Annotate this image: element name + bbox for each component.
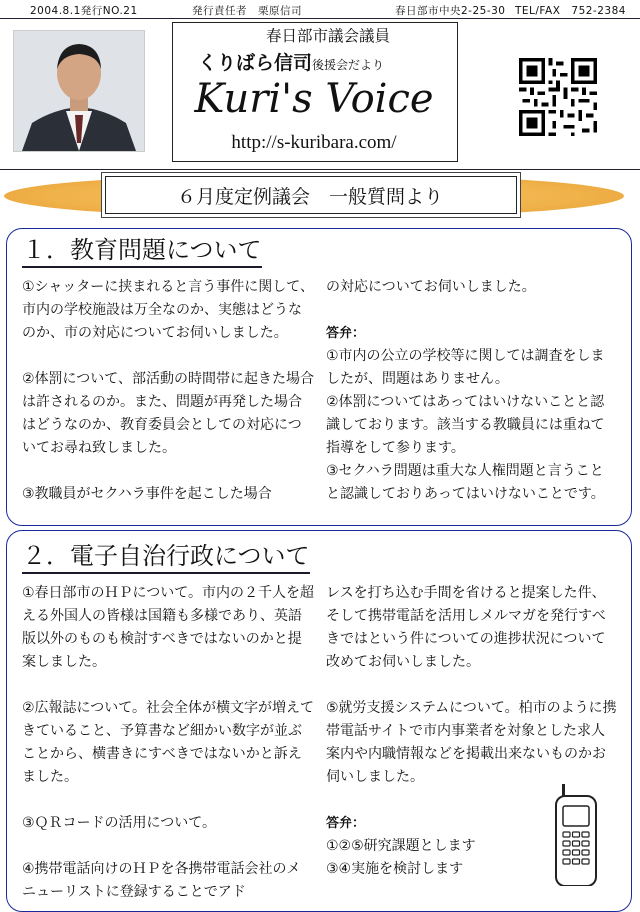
mobile-phone-icon [553, 784, 599, 886]
answer-item: ②体罰についてはあってはいけないことと認識しております。該当する教職員には重ねて指導をして参ります。 [326, 394, 605, 456]
section-title-e-government: ２．電子自治行政について [22, 536, 310, 574]
paragraph: ②広報誌について。社会全体が横文字が増えてきていること、予算書など細かい数字が並ぶことから、横書きにすべきではないかと訴えました。 [22, 700, 314, 785]
answer-label: 答弁： [326, 816, 366, 831]
section-education-left-column [22, 276, 314, 506]
issue-number: 2004.8.1発行NO.21 [30, 5, 138, 17]
member-name-text: くりばら信司 [198, 52, 313, 74]
section-e-government-left-column [22, 582, 314, 904]
publisher: 発行責任者 栗原信司 [192, 5, 302, 17]
newsletter-title: Kuri's Voice [194, 76, 434, 122]
answer-item: ①市内の公立の学校等に関しては調査をしましたが、問題はありません。 [326, 348, 605, 387]
member-name [198, 48, 384, 75]
paragraph: ①シャッターに挟まれると言う事件に関して、市内の学校施設は万全なのか、実態はどうなのか、市の対応についてお伺いしました。 [22, 279, 314, 341]
answer-label: 答弁： [326, 326, 366, 341]
paragraph: ①春日部市のＨＰについて。市内の２千人を超える外国人の皆様は国籍も多様であり、英語版以外のものも検討すべきではないのかと提案しました。 [22, 585, 314, 670]
qr-code-icon [519, 58, 597, 136]
paragraph: ⑤就労支援システムについて。柏市のように携帯電話サイトで市内事業者を対象とした求人案内や内職情報などを掲載出来ないものかお伺いしました。 [326, 700, 617, 785]
address: 春日部市中央2-25-30 [395, 5, 506, 17]
banner-title: ６月度定例議会 一般質問より [176, 186, 443, 208]
answer-item: ③セクハラ問題は重大な人権問題と言うことと認識しておりあってはいけないことです。 [326, 463, 605, 502]
newsletter-label: 後援会だより [312, 58, 385, 72]
website-url[interactable]: http://s-kuribara.com/ [231, 132, 397, 153]
answer-item: ③④実施を検討します [326, 861, 464, 877]
assembly-member-label: 春日部市議会議員 [265, 27, 390, 45]
issue-line [0, 0, 640, 18]
paragraph: ③教職員がセクハラ事件を起こした場合 [22, 486, 272, 502]
tel-fax: TEL/FAX 752-2384 [515, 5, 626, 17]
paragraph: ④携帯電話向けのＨＰを各携帯電話会社のメニューリストに登録することでアド [22, 861, 301, 900]
section-title-education: １．教育問題について [22, 230, 262, 268]
paragraph: の対応についてお伺いしました。 [326, 279, 536, 295]
paragraph: レスを打ち込む手間を省けると提案した件、そして携帯電話を活用しメルマガを発行すべきではという件についての進捗状況について改めてお伺いしました。 [326, 585, 606, 670]
answer-item: ①②⑤研究課題とします [326, 838, 476, 854]
paragraph: ③ＱＲコードの活用について。 [22, 815, 216, 831]
portrait-photo [13, 30, 145, 152]
section-education-right-column [326, 276, 616, 506]
paragraph: ②体罰について、部活動の時間帯に起きた場合は許されるのか。また、問題が再発した場合はどうなのか、教育委員会としての対応についてお尋ね致しました。 [22, 371, 314, 456]
